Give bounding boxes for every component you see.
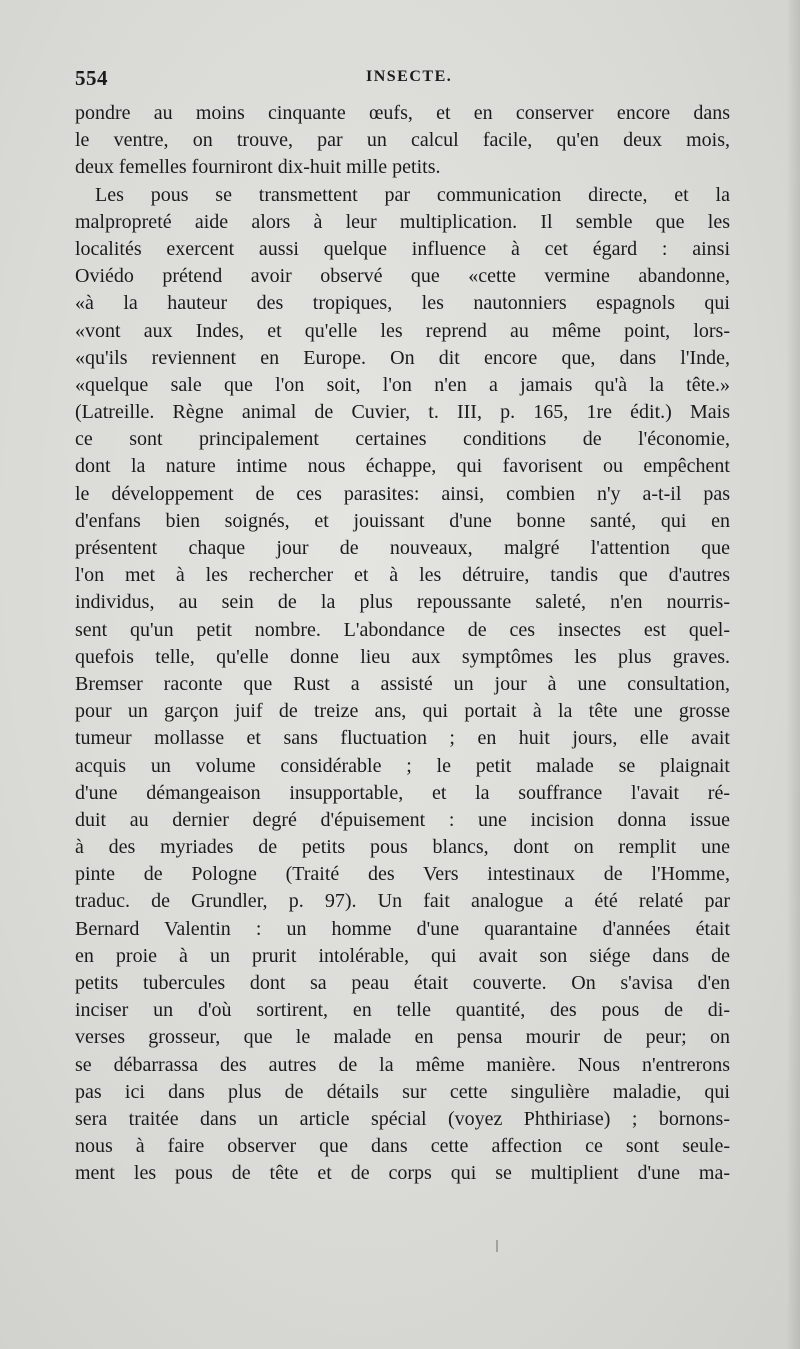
text-line: localités exercent aussi quelque influence à cet égard : ainsi (75, 237, 730, 260)
text-line: «vont aux Indes, et qu'elle les reprend au même point, lors- (75, 319, 730, 342)
text-line: Bernard Valentin : un homme d'une quarantaine d'années était (75, 917, 730, 940)
text-line: dont la nature intime nous échappe, qui favorisent ou empêchent (75, 455, 730, 478)
text-line: en proie à un prurit intolérable, qui avait son siége dans de (75, 944, 730, 967)
text-line: Oviédo prétend avoir observé que «cette vermine abandonne, (75, 265, 730, 288)
text-line: d'enfans bien soignés, et jouissant d'une bonne santé, qui en (75, 509, 730, 532)
text-line: nous à faire observer que dans cette affection ce sont seule- (75, 1135, 730, 1158)
page-header (75, 66, 730, 96)
text-line: inciser un d'où sortirent, en telle quantité, des pous de di- (75, 999, 730, 1022)
text-line: «quelque sale que l'on soit, l'on n'en a jamais qu'à la tête.» (75, 373, 730, 396)
text-line: duit au dernier degré d'épuisement : une incision donna issue (75, 808, 730, 831)
text-line: pinte de Pologne (Traité des Vers intestinaux de l'Homme, (75, 863, 730, 886)
text-line: ce sont principalement certaines conditions de l'économie, (75, 428, 730, 451)
text-line: deux femelles fourniront dix-huit mille petits. (75, 156, 441, 179)
print-mark (496, 1240, 498, 1252)
text-line: malpropreté aide alors à leur multiplication. Il semble que les (75, 210, 730, 233)
text-line: tumeur mollasse et sans fluctuation ; en huit jours, elle avait (75, 727, 730, 750)
page-number: 554 (75, 66, 108, 90)
text-line: «à la hauteur des tropiques, les nautonniers espagnols qui (75, 292, 730, 315)
text-line: «qu'ils reviennent en Europe. On dit encore que, dans l'Inde, (75, 346, 730, 369)
text-line: individus, au sein de la plus repoussante saleté, n'en nourris- (75, 591, 730, 614)
text-line: traduc. de Grundler, p. 97). Un fait analogue a été relaté par (75, 890, 730, 913)
text-line: sera traitée dans un article spécial (voyez Phthiriase) ; bornons- (75, 1107, 730, 1130)
page-edge-shadow (786, 0, 800, 1349)
paragraph-start-line: Les pous se transmettent par communication directe, et la (95, 183, 730, 206)
text-line: d'une démangeaison insupportable, et la souffrance l'avait ré- (75, 781, 730, 804)
text-line: présentent chaque jour de nouveaux, malgré l'attention que (75, 537, 730, 559)
body-text (75, 100, 730, 1188)
text-line: petits tubercules dont sa peau était couverte. On s'avisa d'en (75, 972, 730, 994)
text-line: à des myriades de petits pous blancs, dont on remplit une (75, 836, 730, 859)
running-head: INSECTE. (366, 68, 453, 85)
text-line: pondre au moins cinquante œufs, et en conserver encore dans (75, 102, 730, 124)
text-line: le ventre, on trouve, par un calcul facile, qu'en deux mois, (75, 129, 730, 152)
text-line: pas ici dans plus de détails sur cette singulière maladie, qui (75, 1080, 730, 1103)
text-line: Bremser raconte que Rust a assisté un jour à une consultation, (75, 672, 730, 695)
text-line: pour un garçon juif de treize ans, qui portait à la tête une grosse (75, 700, 730, 723)
text-line: le développement de ces parasites: ainsi, combien n'y a-t-il pas (75, 482, 730, 505)
text-line: (Latreille. Règne animal de Cuvier, t. III, p. 165, 1re édit.) Mais (75, 401, 730, 424)
text-line: se débarrassa des autres de la même manière. Nous n'entrerons (75, 1053, 730, 1076)
text-line: quefois telle, qu'elle donne lieu aux symptômes les plus graves. (75, 645, 730, 668)
text-line: sent qu'un petit nombre. L'abondance de ces insectes est quel- (75, 618, 730, 641)
text-line: verses grosseur, que le malade en pensa mourir de peur; on (75, 1026, 730, 1049)
text-line: l'on met à les rechercher et à les détruire, tandis que d'autres (75, 564, 730, 587)
text-line: ment les pous de tête et de corps qui se multiplient d'une ma- (75, 1162, 730, 1185)
text-line: acquis un volume considérable ; le petit malade se plaignait (75, 754, 730, 777)
